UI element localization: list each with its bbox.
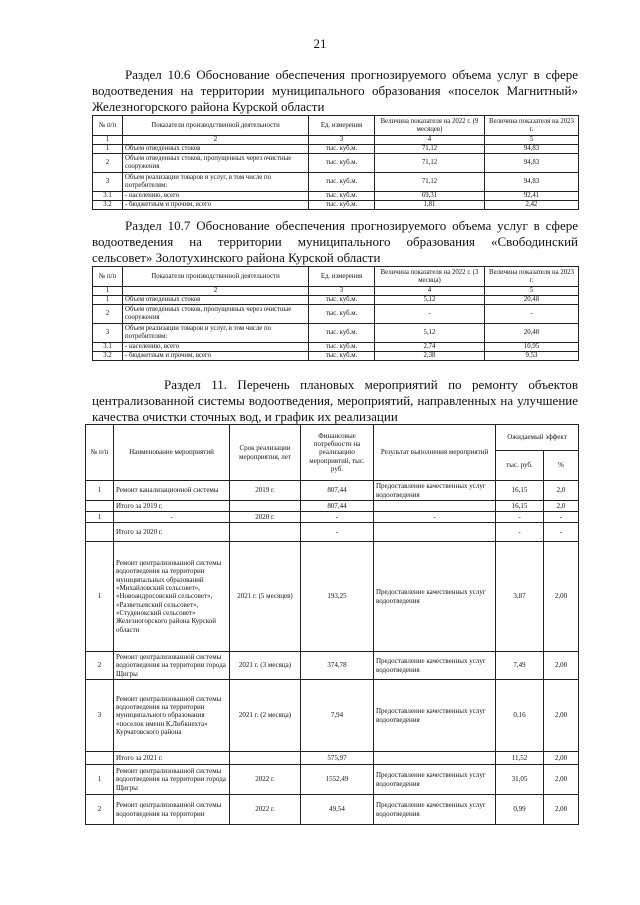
cell-unit: тыс. куб.м. [309, 352, 375, 361]
cell-finance: 575,97 [301, 752, 374, 765]
cell-term [230, 523, 301, 542]
cell-name: Ремонт канализационной системы [114, 481, 230, 501]
cell-finance: 807,44 [301, 501, 374, 512]
table-row [86, 512, 579, 523]
table-row [93, 145, 579, 154]
cell-num [86, 501, 114, 512]
cell-name: Ремонт централизованной системы водоотведения на территории города Щигры [114, 652, 230, 680]
cell-pct: 2,00 [544, 542, 579, 652]
col-number: 4 [375, 136, 485, 145]
header-result: Результат выполнения мероприятий [374, 425, 496, 481]
cell-value: 10,95 [485, 343, 579, 352]
cell-value: 9,53 [485, 352, 579, 361]
cell-finance: 7,94 [301, 680, 374, 752]
cell-term: 2021 г. (3 месяца) [230, 652, 301, 680]
cell-num: 3.2 [93, 352, 123, 361]
cell-term: 2020 г. [230, 512, 301, 523]
cell-term: 2022 г. [230, 795, 301, 825]
cell-num: 1 [93, 296, 123, 305]
cell-finance: 807,44 [301, 481, 374, 501]
header-indicator: Показатели производственной деятельности [123, 116, 309, 136]
header-value-2022: Величина показателя на 2022 г. (9 месяцев) [375, 116, 485, 136]
col-number: 4 [375, 287, 485, 296]
table-row [86, 765, 579, 795]
header-finance: Финансовые потребности на реализацию мероприятий, тыс. руб. [301, 425, 374, 481]
header-num: № п/п [93, 116, 123, 136]
section-10-7-title: Раздел 10.7 Обоснование обеспечения прогнозируемого объема услуг в сфере водоотведения на территории муниципального образования «Свободинский сельсовет» Золотухинского района Курской области [92, 218, 578, 265]
section-10-6-title: Раздел 10.6 Обоснование обеспечения прогнозируемого объема услуг в сфере водоотведения на территории муниципального образования «поселок Магнитный» Железногорского района Курской области [92, 67, 578, 114]
table-row [86, 652, 579, 680]
cell-unit: тыс. куб.м. [309, 324, 375, 343]
cell-name: Ремонт централизованной системы водоотведения на территории муниципальных образований «Михайловский сельсовет», «Новоандросовский сельсовет», «Разветьевский сельсовет», «Студенокский сельсовет» Железногорского района Курской области [114, 542, 230, 652]
cell-unit: тыс. куб.м. [309, 192, 375, 201]
cell-name: Итого за 2020 г. [114, 523, 230, 542]
cell-finance: 49,54 [301, 795, 374, 825]
col-number: 5 [485, 287, 579, 296]
cell-effect: - [496, 512, 544, 523]
col-number: 1 [93, 136, 123, 145]
cell-indicator: Объем отведенных стоков [123, 145, 309, 154]
cell-unit: тыс. куб.м. [309, 145, 375, 154]
cell-name: Ремонт централизованной системы водоотведения на территории [114, 795, 230, 825]
cell-value: 5,12 [375, 324, 485, 343]
table-row [86, 523, 579, 542]
cell-num [86, 523, 114, 542]
col-number: 2 [123, 136, 309, 145]
table-10-7 [92, 266, 579, 361]
table-row [86, 542, 579, 652]
col-number: 3 [309, 136, 375, 145]
cell-value: - [485, 305, 579, 324]
header-num: № п/п [93, 267, 123, 287]
cell-indicator: - населению, всего [123, 192, 309, 201]
header-unit: Ед. измерения [309, 116, 375, 136]
cell-effect: 16,15 [496, 501, 544, 512]
header-effect: Ожидаемый эффект [496, 425, 579, 451]
cell-unit: тыс. куб.м. [309, 305, 375, 324]
header-term: Срок реализации мероприятия, лет [230, 425, 301, 481]
table-row [93, 324, 579, 343]
table-row [93, 192, 579, 201]
cell-indicator: Объем отведенных стоков [123, 296, 309, 305]
cell-num: 3.1 [93, 192, 123, 201]
table-row [86, 481, 579, 501]
col-number: 5 [485, 136, 579, 145]
cell-name: Ремонт централизованной системы водоотведения на территории города Щигры [114, 765, 230, 795]
cell-value: 2,38 [375, 352, 485, 361]
cell-pct: 2,00 [544, 752, 579, 765]
cell-num: 2 [86, 652, 114, 680]
cell-indicator: Объем реализации товаров и услуг, в том числе по потребителям: [123, 173, 309, 192]
cell-indicator: - населению, всего [123, 343, 309, 352]
table-row [86, 752, 579, 765]
table-row [86, 680, 579, 752]
cell-effect: 16,15 [496, 481, 544, 501]
cell-num: 1 [86, 481, 114, 501]
cell-pct: - [544, 512, 579, 523]
cell-result [374, 501, 496, 512]
cell-name: Итого за 2021 г. [114, 752, 230, 765]
cell-value: 71,12 [375, 173, 485, 192]
cell-name: Итого за 2019 г. [114, 501, 230, 512]
cell-result: Предоставление качественных услуг водоотведения [374, 765, 496, 795]
cell-term [230, 501, 301, 512]
cell-unit: тыс. куб.м. [309, 173, 375, 192]
column-number-row [93, 136, 579, 145]
table-11 [85, 424, 579, 825]
cell-num: 1 [86, 542, 114, 652]
cell-unit: тыс. куб.м. [309, 296, 375, 305]
cell-value: 20,48 [485, 324, 579, 343]
cell-num: 2 [86, 795, 114, 825]
table-header-row [93, 116, 579, 136]
cell-effect: 11,52 [496, 752, 544, 765]
table-header-row [93, 267, 579, 287]
cell-indicator: Объем реализации товаров и услуг, в том числе по потребителям: [123, 324, 309, 343]
cell-value: 1,81 [375, 201, 485, 210]
cell-term: 2022 г. [230, 765, 301, 795]
cell-value: 94,83 [485, 173, 579, 192]
table-row [86, 501, 579, 512]
col-number: 1 [93, 287, 123, 296]
cell-term: 2019 г. [230, 481, 301, 501]
cell-num: 2 [93, 305, 123, 324]
table-row [86, 795, 579, 825]
cell-name: - [114, 512, 230, 523]
header-num: № п/п [86, 425, 114, 481]
header-effect-pct: % [544, 451, 579, 481]
cell-unit: тыс. куб.м. [309, 343, 375, 352]
table-10-6 [92, 115, 579, 210]
cell-pct: 2,00 [544, 765, 579, 795]
cell-finance: 1552,49 [301, 765, 374, 795]
col-number: 3 [309, 287, 375, 296]
cell-num: 2 [93, 154, 123, 173]
cell-effect: 0,99 [496, 795, 544, 825]
table-row [93, 305, 579, 324]
cell-effect: - [496, 523, 544, 542]
column-number-row [93, 287, 579, 296]
header-value-2023: Величина показателя на 2023 г. [485, 267, 579, 287]
cell-num: 1 [86, 765, 114, 795]
cell-num: 3.1 [93, 343, 123, 352]
cell-value: 92,41 [485, 192, 579, 201]
cell-result: Предоставление качественных услуг водоотведения [374, 481, 496, 501]
header-unit: Ед. измерения [309, 267, 375, 287]
cell-finance: - [301, 512, 374, 523]
cell-unit: тыс. куб.м. [309, 154, 375, 173]
cell-value: 2,42 [485, 201, 579, 210]
cell-num: 1 [86, 512, 114, 523]
header-effect-unit: тыс. руб. [496, 451, 544, 481]
cell-value: 94,83 [485, 145, 579, 154]
cell-value: 5,12 [375, 296, 485, 305]
col-number: 2 [123, 287, 309, 296]
cell-result: - [374, 512, 496, 523]
table-row [93, 343, 579, 352]
cell-result [374, 752, 496, 765]
cell-result: Предоставление качественных услуг водоотведения [374, 652, 496, 680]
cell-term: 2021 г. (2 месяца) [230, 680, 301, 752]
cell-unit: тыс. куб.м. [309, 201, 375, 210]
cell-effect: 7,49 [496, 652, 544, 680]
cell-result: Предоставление качественных услуг водоотведения [374, 542, 496, 652]
cell-num: 3.2 [93, 201, 123, 210]
cell-num: 1 [93, 145, 123, 154]
cell-pct: - [544, 523, 579, 542]
cell-effect: 3,87 [496, 542, 544, 652]
cell-indicator: - бюджетным и прочим, всего [123, 352, 309, 361]
table-row [93, 296, 579, 305]
cell-pct: 2,00 [544, 795, 579, 825]
cell-value: 94,83 [485, 154, 579, 173]
cell-effect: 31,05 [496, 765, 544, 795]
cell-name: Ремонт централизованной системы водоотведения на территории муниципального образования «поселок имени К.Либкнехта» Курчатовского района [114, 680, 230, 752]
cell-num: 3 [93, 324, 123, 343]
header-name: Наименование мероприятий [114, 425, 230, 481]
page-number: 21 [313, 36, 327, 51]
cell-indicator: Объем отведенных стоков, пропущенных через очистные сооружения [123, 305, 309, 324]
cell-value: 71,12 [375, 154, 485, 173]
header-value-2023: Величина показателя на 2023 г. [485, 116, 579, 136]
table-row [93, 154, 579, 173]
section-11-title: Раздел 11. Перечень плановых мероприятий по ремонту объектов централизованной системы водоотведения, мероприятий, направленных на улучшение качества очистки сточных вод, и график их реализации [92, 377, 578, 424]
table-row [93, 201, 579, 210]
cell-num [86, 752, 114, 765]
cell-indicator: Объем отведенных стоков, пропущенных через очистные сооружения [123, 154, 309, 173]
cell-num: 3 [86, 680, 114, 752]
header-value-2022: Величина показателя на 2022 г. (3 месяца) [375, 267, 485, 287]
cell-pct: 2,0 [544, 481, 579, 501]
cell-result: Предоставление качественных услуг водоотведения [374, 795, 496, 825]
cell-value: 69,31 [375, 192, 485, 201]
cell-pct: 2,00 [544, 680, 579, 752]
cell-effect: 0,16 [496, 680, 544, 752]
table-row [93, 173, 579, 192]
cell-indicator: - бюджетным и прочим, всего [123, 201, 309, 210]
cell-finance: - [301, 523, 374, 542]
cell-value: - [375, 305, 485, 324]
cell-value: 20,48 [485, 296, 579, 305]
cell-finance: 193,25 [301, 542, 374, 652]
cell-term [230, 752, 301, 765]
cell-num: 3 [93, 173, 123, 192]
cell-result: Предоставление качественных услуг водоотведения [374, 680, 496, 752]
cell-pct: 2,00 [544, 652, 579, 680]
cell-term: 2021 г. (5 месяцев) [230, 542, 301, 652]
table-row [93, 352, 579, 361]
cell-value: 2,74 [375, 343, 485, 352]
cell-pct: 2,0 [544, 501, 579, 512]
cell-finance: 374,78 [301, 652, 374, 680]
cell-result [374, 523, 496, 542]
cell-value: 71,12 [375, 145, 485, 154]
table-header-row [86, 425, 579, 451]
header-indicator: Показатели производственной деятельности [123, 267, 309, 287]
